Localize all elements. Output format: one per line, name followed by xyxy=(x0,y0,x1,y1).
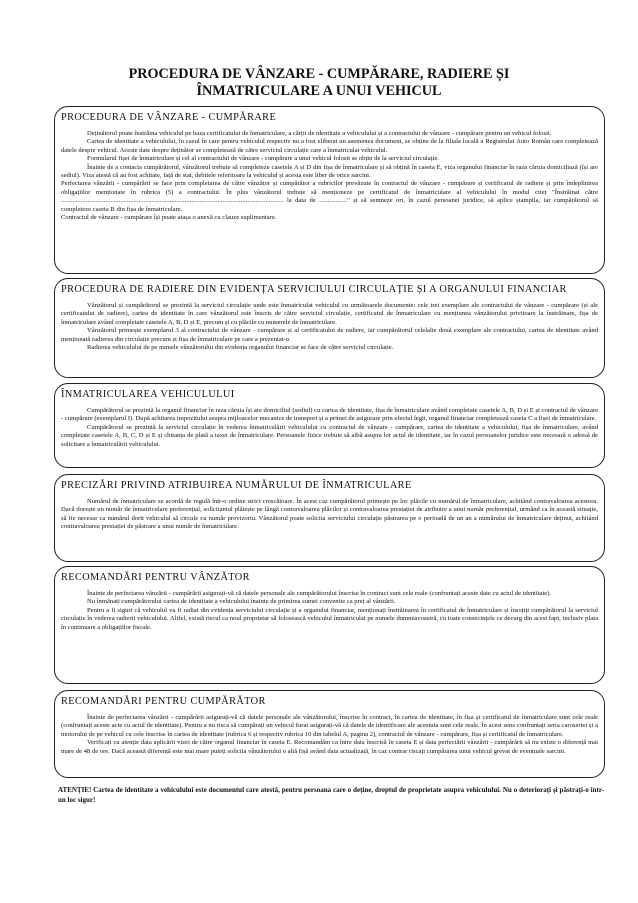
section-paragraph: Cumpărătorul se prezintă la serviciul circulație în vederea înmatriculării vehiculului cu contractul de vânzare - cumpărare, cartea de identitate a vehiculului, fișa de înmatriculare, având completate casetele A, B, C, D și E și chitanța de plată a taxei de înmatriculare. Persoanele fizice trebuie să aibă asupra lor actul de identitate, iar în cazul persoanelor juridice este necesară o adresă de solicitare a înmatriculării vehiculului. xyxy=(61,423,598,448)
section-paragraph: Formularul fișei de înmatriculare și cel al contractului de vânzare - cumpărare a unui vehicul folosit se obțin de la serviciul circulație. xyxy=(87,155,439,163)
section-paragraph: Cartea de identitate a vehiculului, în cazul în care pentru vehiculul respectiv nu a fost eliberat un asemenea document, se obține de la filiala locală a Registrului Auto Român care completează datele despre vehicul. Aceste date despre deținător se completează de către serviciul circulație care a înmatriculat vehiculul. xyxy=(61,138,598,154)
section-paragraph: Contractul de vânzare - cumpărare își poate atașa o anexă cu clauze suplimentare. xyxy=(61,214,277,222)
section-heading: RECOMANDĂRI PENTRU VÂNZĂTOR xyxy=(61,572,250,583)
section-heading: PROCEDURA DE RADIERE DIN EVIDENȚA SERVICIULUI CIRCULAȚIE ȘI A ORGANULUI FINANCIAR xyxy=(61,284,567,295)
section-paragraph: Numărul de înmatriculare se acordă de regulă într-o ordine strict crescătoare. În acest caz cumpărătorul primește pe loc plăcile cu numărul de înmatriculare, achitând contravaloarea acestora. Dacă dorește un număr de înmatriculare preferențial, solicitantul plătește pe lângă contravaloarea plăcilor și contravaloarea prestației de atribuire a unui număr preferențial, urmând ca în această situație, să fie necesar ca numărul dorit vehiculul să circule cu număr provizoriu. Vânzătorul poate solicita serviciului circulație păstrarea pe o perioadă de un an a numărului de înmatriculare deținut, achitând contravaloarea prestației de păstrare a unui număr de înmatriculare. xyxy=(61,498,598,531)
section-vehicle-registration xyxy=(54,383,605,468)
section-paragraph: Înainte de perfectarea vânzării - cumpărării asigurați-vă că datele personale ale vânzătorului, înscrise în contract, în cartea de identitate, în fișa și certificatul de înmatriculare sunt cele reale (confruntați aceste acte cu actul de identitate). Pentru a nu risca să cumpărați un vehicul furat asigurați-vă că datele de identificare ale acestuia sunt cele reale. În acest sens confruntați seria caroseriei și a motorului de pe vehicul cu cele înscrise în cartea de identitate (rubrica 6 și respectiv rubrica 10 din tabelul A, pagina 2), contractul de vânzare - cumpărare, fișa și certificatul de înmatriculare. xyxy=(61,714,598,738)
section-sale-procedure xyxy=(54,106,605,274)
section-buyer-recommendations xyxy=(54,690,605,778)
section-paragraph: Deținătorul poate înstrăina vehiculul pe baza certificatului de înmatriculare, a cărții de identitate a vehiculului și a contractului de vânzare - cumpărare pentru un vehicul folosit. xyxy=(87,130,552,137)
section-paragraph: Nu înmânați cumpărătorului cartea de identitate a vehiculului înainte de primirea sumei convenite ca preț al vânzării. xyxy=(87,598,396,606)
section-number-assignment xyxy=(54,474,605,562)
section-paragraph: Cumpărătorul se prezintă la organul financiar în raza căruia își are domiciliul (sediul) cu cartea de identitate, fișa de înmatriculare având completate casetele A, B, D și E și contractul de vânzare - cumpărare (exemplarul I). După achitarea impozitului asupra mijloacelor mecanice de transport și a primei de asigurare prin efectul legii, organul financiar completează caseta C a fișei de înmatriculare. xyxy=(61,407,598,423)
section-paragraph: Vânzătorul și cumpărătorul se prezintă la serviciul circulație unde este înmatriculat vehiculul cu următoarele documente: cele trei exemplare ale contractului de vânzare - cumpărare (și ale certificatului de radiere), cartea de identitate în care vânzătorul este înscris de către serviciul circulație, certificatul de înmatriculare cu mențiunea vânzătorului privitoare la înstrăinare, fișa de înmatriculare având completate casetele A, B, D și E, precum și cu plăcile cu numerele de înmatriculare. xyxy=(61,302,598,326)
section-seller-recommendations xyxy=(54,566,605,684)
section-paragraph: Verificați cu atenție data aplicării vizei de către organul financiar în caseta E. Recomandăm ca între data înscrisă în caseta E și data perfectării vânzării - cumpărării să nu existe o diferență mai mare de 48 de ore. Dacă această diferență este mai mare puteți solicita vânzătorului o altă fișă având data actualizată, în caz contrar riscați cumpărarea unui vehicul grevat de eventuale sarcini. xyxy=(61,739,598,755)
section-paragraph: Perfectarea vânzării - cumpărării se face prin completarea de către vânzător și cumpărător a rubricilor prevăzute în contractul de vânzare - cumpărare și certificatul de radiere și prin îndeplinirea obligațiilor menționate în rubrica (5) a contractului. În plus vânzătorul trebuie să menționeze pe certificatul de înmatriculare al vehiculului în modul citeț "Înstrăinat către ....................................................................................................................................... la data de ................." și să semneze ori, în cazul persoanei juridice, să aplice ștampila, iar cumpărătorul să completeze caseta B din fișa de înmatriculare. xyxy=(61,180,598,213)
warning-note: ATENȚIE! Cartea de identitate a vehiculului este documentul care atestă, pentru persoana care o deține, dreptul de proprietate asupra vehiculului. Nu o deteriorați și păstrați-o într-un loc sigur! xyxy=(58,786,604,804)
section-deregistration-procedure xyxy=(54,278,605,378)
section-paragraph: Vânzătorul primește exemplarul 3 al contractului de vânzare - cumpărare și al certificatului de radiere, iar cumpărătorul celelalte două exemplare ale contractului, cartea de identitate având menționată radierea din circulație precum și fișa de înmatriculare pe care a prezentat-o. xyxy=(61,327,598,343)
section-paragraph: Înainte de perfectarea vânzării - cumpărării asigurați-vă că datele personale ale cumpărătorului înscrise în contract sunt cele reale (confruntați aceste date cu actul de identitate). xyxy=(87,590,552,597)
section-paragraph: Înainte de a contacta cumpărătorul, vânzătorul trebuie să completeze casetele A și D din fișa de înmatriculare și să obțină în caseta E, viza organului financiar în raza căruia domiciliază (își are sediul). Viza atestă că au fost achitate, față de stat, debitele referitoare la vehiculul și acesta este liber de orice sarcini. xyxy=(61,163,598,180)
section-paragraph: Radierea vehiculului de pe numele vânzătorului din evidența organului financiar se face de către serviciul circulație. xyxy=(87,344,394,352)
section-heading: ÎNMATRICULAREA VEHICULULUI xyxy=(61,389,235,400)
section-paragraph: Pentru a fi siguri că vehiculul va fi radiat din evidența serviciului circulație și a organului financiar, menționați înstrăinarea în certificatul de înmatriculare și însoțiți cumpărătorul la serviciul circulație în vederea radierii vehiculului. Altfel, există riscul ca noul proprietar să folosească vehiculul înmatriculat pe numele dumneavoastră, cu toate consecințele ce decurg din acest fapt, inclusiv plata în continuare a obligațiilor fiscale. xyxy=(61,606,598,631)
section-heading: RECOMANDĂRI PENTRU CUMPĂRĂTOR xyxy=(61,696,266,707)
title-line-1: PROCEDURA DE VÂNZARE - CUMPĂRARE, RADIERE ȘI xyxy=(128,66,510,82)
document-title xyxy=(0,66,638,100)
title-line-2: ÎNMATRICULARE A UNUI VEHICUL xyxy=(196,83,442,99)
section-heading: PROCEDURA DE VÂNZARE - CUMPĂRARE xyxy=(61,112,277,123)
section-heading: PRECIZĂRI PRIVIND ATRIBUIREA NUMĂRULUI DE ÎNMATRICULARE xyxy=(61,480,412,491)
